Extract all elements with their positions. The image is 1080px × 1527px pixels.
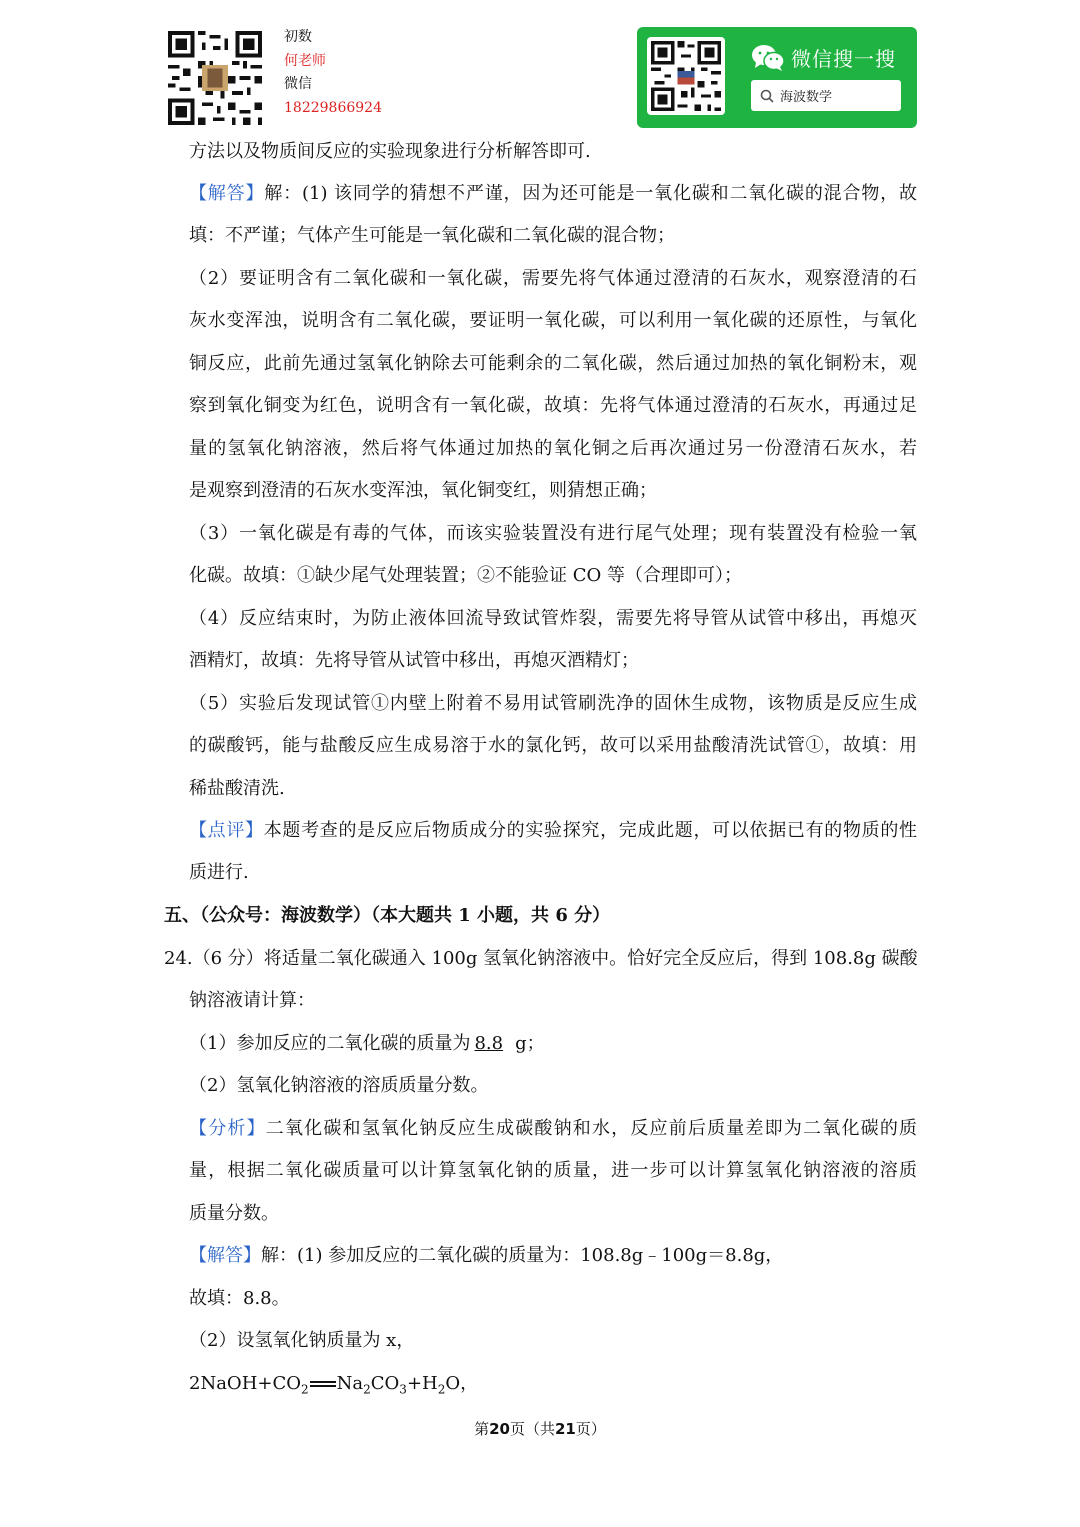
page-total: 21 [555,1420,576,1438]
chemical-equation [189,1371,478,1397]
solution-tag: 【解答】 [189,1245,261,1266]
analysis-tag: 【分析】 [189,1118,266,1139]
text-line: 酒精灯，故填：先将导管从试管中移出，再熄灭酒精灯； [189,650,639,671]
answer-tag: 【解答】 [189,183,265,204]
part-1-unit: g； [515,1033,545,1054]
text-line: 灰水变浑浊，说明含有二氧化碳，要证明一氧化碳，可以利用一氧化碳的还原性，与氧化 [189,310,917,331]
wechat-header [751,43,896,72]
search-icon [760,89,774,103]
text-line: 的碳酸钙，能与盐酸反应生成易溶于水的氯化钙，故可以采用盐酸清洗试管①，故填：用 [189,735,917,756]
contact-phone: 18229866924 [284,99,382,116]
page-footer [0,1418,1080,1440]
comment-text: 本题考查的是反应后物质成分的实验探究，完成此题，可以依据已有的物质的性 [263,820,918,841]
eq-sub: 3 [399,1382,407,1397]
footer-text: 页） [575,1420,606,1438]
text-line: 化碳。故填：①缺少尾气处理装置；②不能验证 CO 等（合理即可）； [189,565,742,586]
contact-info [284,26,382,120]
eq-product: +H [406,1373,438,1394]
wechat-search-box[interactable] [751,80,901,111]
text-line: 钠溶液请计算： [189,990,315,1011]
answer-text: 解：(1) 该同学的猜想不严谨，因为还可能是一氧化碳和二氧化碳的混合物，故 [264,183,917,204]
teacher-qr-code [168,30,262,126]
analysis-text: 二氧化碳和氢氧化钠反应生成碳酸钠和水，反应前后质量差即为二氧化碳的质 [265,1118,918,1139]
text-line: 稀盐酸清洗. [189,778,285,799]
contact-teacher: 何老师 [284,52,326,69]
comment-line [189,818,917,844]
eq-product: Na [336,1373,364,1394]
text-line: （2）设氢氧化钠质量为 x， [189,1330,415,1351]
footer-text: 页（共 [509,1420,555,1438]
wechat-search-title: 微信搜一搜 [791,47,896,71]
part-1 [189,1031,545,1057]
contact-wechat-label: 微信 [284,76,312,92]
text-line: 量的氢氧化钠溶液，然后将气体通过加热的氧化铜之后再次通过另一份澄清石灰水，若 [189,438,917,459]
eq-product: CO [370,1373,400,1394]
text-line: 量，根据二氧化碳质量可以计算氢氧化钠的质量，进一步可以计算氢氧化钠溶液的溶质 [189,1160,917,1181]
eq-sub: 2 [301,1382,309,1397]
wechat-logo-icon [751,44,785,72]
answer-line [189,181,917,207]
text-line: 质进行. [189,862,249,883]
text-line: 铜反应，此前先通过氢氧化钠除去可能剩余的二氧化碳，然后通过加热的氧化铜粉末，观 [189,353,917,374]
text-line: （2）要证明含有二氧化碳和一氧化碳，需要先将气体通过澄清的石灰水，观察澄清的石 [189,268,917,289]
analysis-line [189,1116,917,1142]
text-line: 故填：8.8。 [189,1288,290,1309]
text-line: 方法以及物质间反应的实验现象进行分析解答即可. [189,141,591,162]
text-line: 质量分数。 [189,1203,279,1224]
eq-reactants: 2NaOH+CO [189,1373,301,1394]
part-2: （2）氢氧化钠溶液的溶质质量分数。 [189,1075,489,1096]
solution-line [189,1243,783,1269]
part-1-prompt: （1）参加反应的二氧化碳的质量为 [189,1033,471,1054]
wechat-qr-code [647,37,725,115]
solution-text: 解：(1) 参加反应的二氧化碳的质量为：108.8g﹣100g＝8.8g， [261,1245,784,1266]
text-line: （3）一氧化碳是有毒的气体，而该实验装置没有进行尾气处理；现有装置没有检验一氧 [189,523,917,544]
eq-sub: 2 [437,1382,446,1397]
text-line: （5）实验后发现试管①内壁上附着不易用试管刷洗净的固休生成物，该物质是反应生成 [189,693,917,714]
page-number: 20 [489,1420,510,1438]
question-24: 24.（6 分）将适量二氧化碳通入 100g 氢氧化钠溶液中。恰好完全反应后，得到 108.8g 碳酸 [164,948,918,969]
wechat-search-query: 海波数学 [780,90,833,105]
eq-product: O， [445,1373,479,1394]
comment-tag: 【点评】 [189,820,264,841]
equals-sign-icon [310,1379,336,1389]
wechat-search-card [637,27,917,128]
contact-subject: 初数 [284,29,312,45]
text-line: 填：不严谨；气体产生可能是一氧化碳和二氧化碳的混合物； [189,225,675,246]
eq-sub: 2 [363,1382,371,1397]
text-line: 是观察到澄清的石灰水变浑浊，氧化铜变红，则猜想正确； [189,480,657,501]
text-line: 察到氧化铜变为红色，说明含有一氧化碳，故填：先将气体通过澄清的石灰水，再通过足 [189,395,917,416]
section-heading: 五、（公众号：海波数学）（本大题共 1 小题，共 6 分） [164,905,611,926]
footer-text: 第 [474,1420,490,1438]
part-1-answer: 8.8 [474,1033,504,1054]
text-line: （4）反应结束时，为防止液体回流导致试管炸裂，需要先将导管从试管中移出，再熄灭 [189,608,917,629]
